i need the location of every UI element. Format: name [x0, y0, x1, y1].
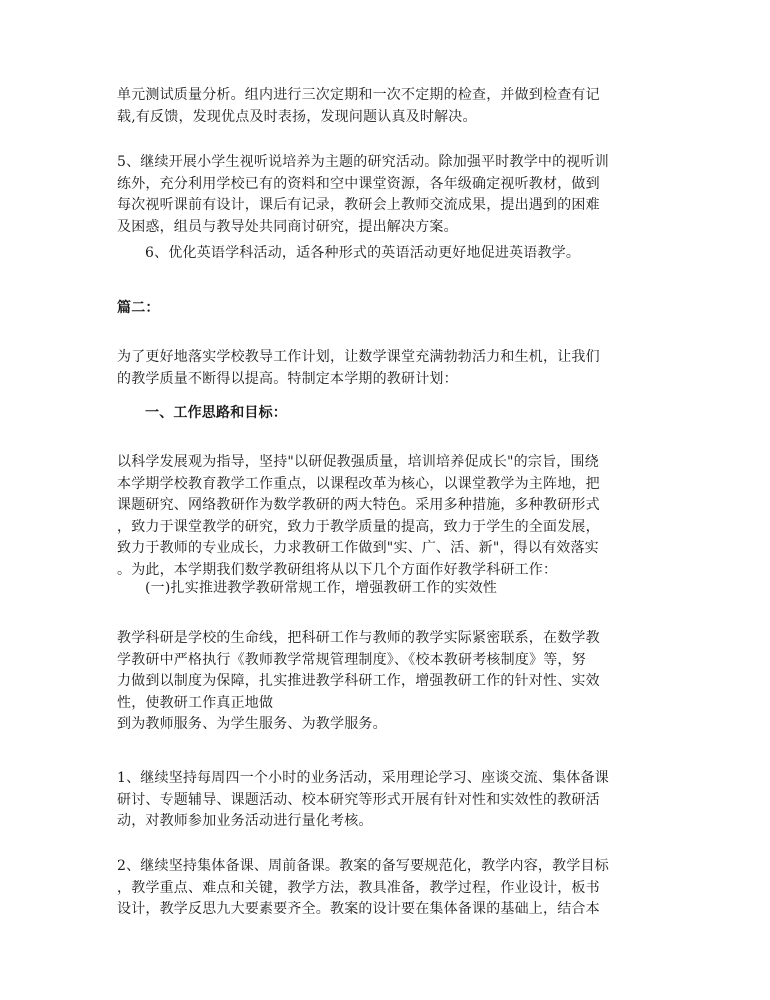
text-line: 载,有反馈，发现优点及时表扬，发现问题认真及时解决。: [117, 108, 477, 125]
text-line: 的教学质量不断得以提高。特制定本学期的教研计划：: [117, 370, 458, 387]
text-line: 及困惑，组员与教导处共同商讨研究，提出解决方案。: [117, 218, 458, 235]
section-heading: [145, 403, 690, 425]
section-heading: [117, 298, 662, 320]
text-line: 本学期学校教育教学工作重点，以课程改革为核心，以课堂教学为主阵地，把: [117, 475, 600, 492]
text-line: 力做到以制度为保障，扎实推进教学科研工作，增强教研工作的针对性、实效: [117, 673, 600, 689]
text-line: 1、继续坚持每周四一个小时的业务活动，采用理论学习、座谈交流、集体备课: [117, 770, 609, 786]
text-line: 练外，充分利用学校已有的资料和空中课堂资源，各年级确定视听教材，做到: [117, 175, 600, 192]
subsection-heading: [145, 578, 690, 600]
paragraph: [117, 628, 662, 714]
paragraph: [145, 243, 690, 265]
paragraph: [117, 152, 662, 238]
text-line: 一、工作思路和目标：: [145, 405, 287, 421]
text-line: 6、优化英语学科活动，适各种形式的英语活动更好地促进英语教学。: [145, 245, 581, 261]
text-line: ，致力于课堂教学的研究，致力于教学质量的提高，致力于学生的全面发展，: [117, 518, 600, 535]
paragraph: [117, 768, 662, 833]
text-line: 教学科研是学校的生命线，把科研工作与教师的教学实际紧密联系，在数学教: [117, 630, 600, 646]
text-line: 性，使教研工作真正地做: [117, 694, 274, 711]
paragraph: [117, 347, 662, 390]
text-line: (一)扎实推进教学教研常规工作，增强教研工作的实效性: [145, 580, 498, 596]
text-line: 每次视听课前有设计，课后有记录，教研会上教师交流成果，提出遇到的困难: [117, 197, 600, 213]
text-line: 为了更好地落实学校教导工作计划，让数学课堂充满勃勃活力和生机，让我们: [117, 349, 600, 365]
text-line: 动，对教师参加业务活动进行量化考核。: [117, 813, 373, 829]
paragraph: [117, 452, 662, 581]
paragraph: [117, 714, 662, 736]
paragraph: [117, 856, 662, 921]
text-line: 研讨、专题辅导、课题活动、校本研究等形式开展有针对性和实效性的教研活: [117, 791, 600, 808]
text-line: 篇二：: [117, 300, 160, 316]
text-line: 学教研中严格执行《教师教学常规管理制度》、《校本教研考核制度》等，努: [117, 651, 586, 668]
text-line: ，教学重点、难点和关键，教学方法，教具准备，教学过程，作业设计，板书: [117, 879, 600, 896]
text-line: 单元测试质量分析。组内进行三次定期和一次不定期的检查，并做到检查有记: [117, 87, 600, 103]
text-line: 5、继续开展小学生视听说培养为主题的研究活动。除加强平时教学中的视听训: [117, 154, 609, 170]
text-line: 。为此，本学期我们数学教研组将从以下几个方面作好教学科研工作：: [117, 561, 558, 578]
text-line: 到为教师服务、为学生服务、为教学服务。: [117, 716, 387, 732]
paragraph: [117, 85, 662, 128]
text-line: 以科学发展观为指导，坚持"以研促教强质量，培训培养促成长"的宗旨，围绕: [117, 454, 599, 470]
text-line: 课题研究、网络教研作为数学教研的两大特色。采用多种措施，多种教研形式: [117, 497, 600, 513]
text-line: 设计，教学反思九大要素要齐全。教案的设计要在集体备课的基础上，结合本: [117, 901, 600, 917]
text-line: 2、继续坚持集体备课、周前备课。教案的备写要规范化，教学内容，教学目标: [117, 858, 609, 874]
text-line: 致力于教师的专业成长，力求教研工作做到"实、广、活、新"，得以有效落实: [117, 540, 599, 556]
